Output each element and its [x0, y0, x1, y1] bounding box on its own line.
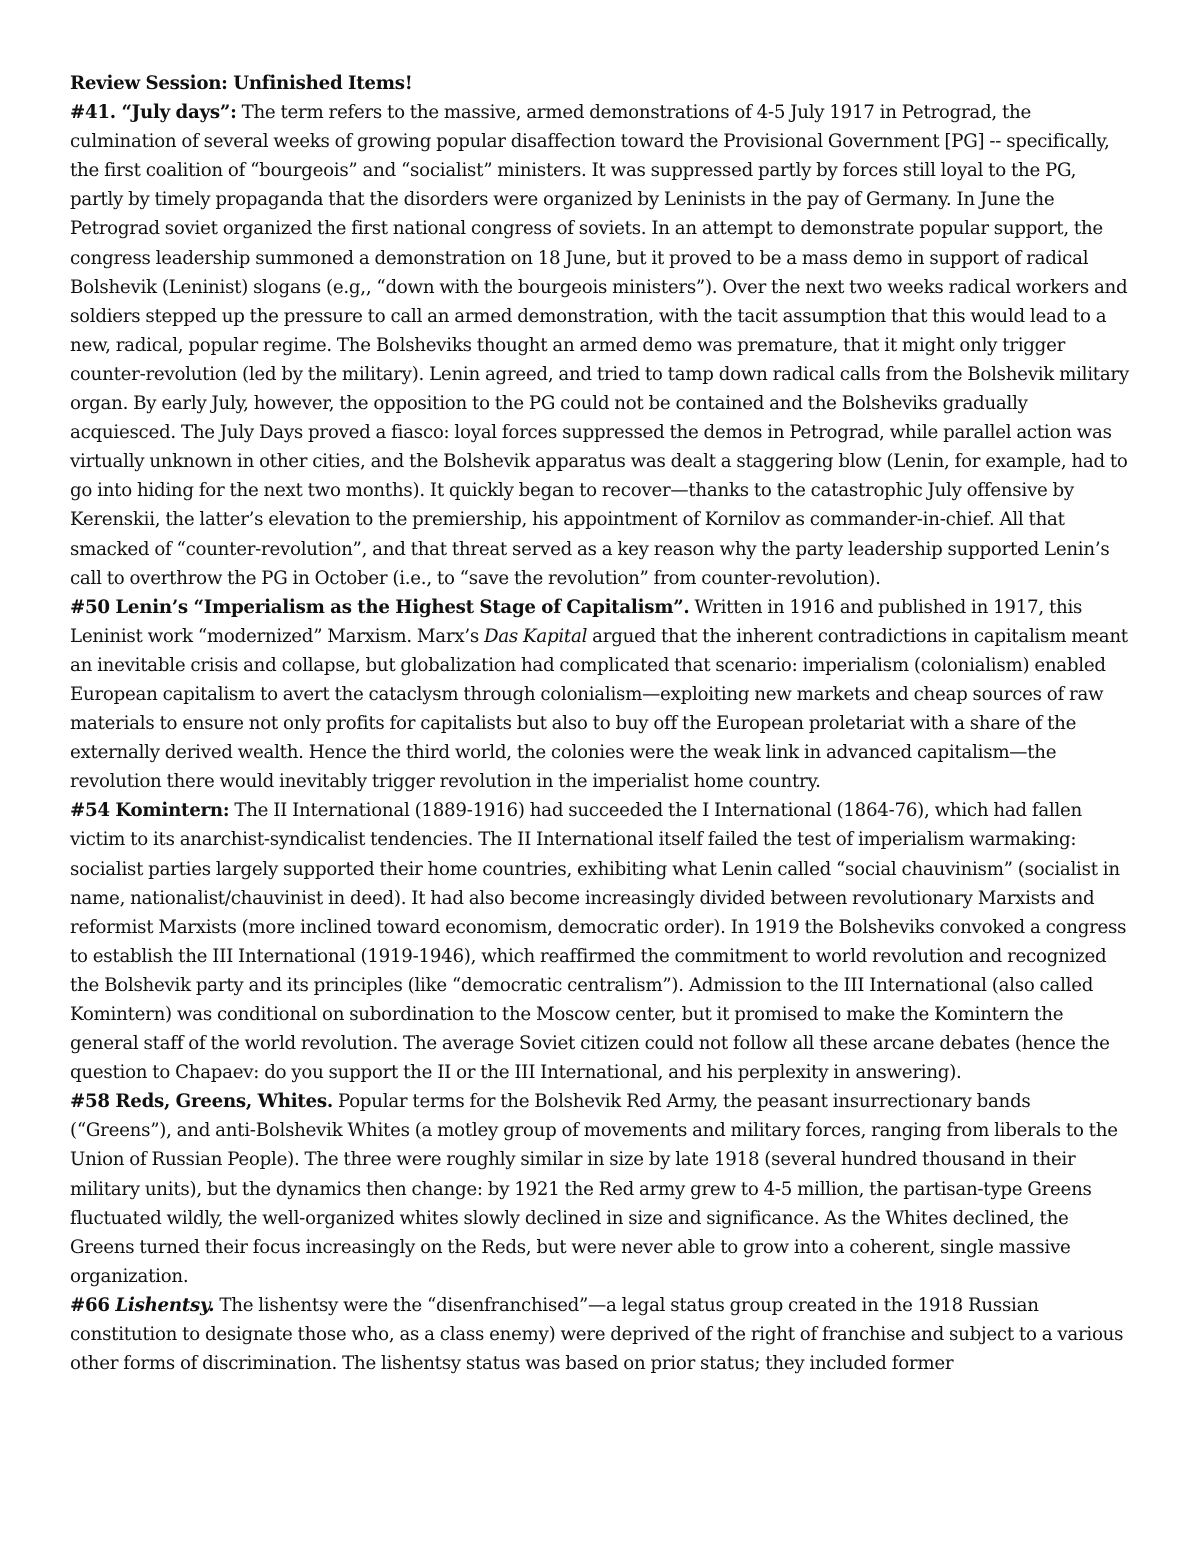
entry-heading-number: #66 [70, 1294, 116, 1316]
entry-body: The lishentsy were the “disenfranchised”—a legal status group created in the 1918 Russian constitution to designate those who, as a class enemy) were deprived of the right of franchise and subject to a various other forms of discrimination. The lishentsy status was based on prior status; they included former [70, 1294, 1124, 1375]
entry-heading-term: Lishentsy. [115, 1294, 215, 1316]
entry-heading: #41. “July days”: [70, 102, 237, 124]
entry-imperialism [70, 593, 1132, 797]
document-page [70, 69, 1132, 1378]
entry-body: Popular terms for the Bolshevik Red Army, the peasant insurrectionary bands (“Greens”), and anti-Bolshevik Whites (a motley group of movements and military forces, ranging from liberals to the Union of Russian People). The three were roughly similar in size by late 1918 (several hundred thousand in their military units), but the dynamics then change: by 1921 the Red army grew to 4-5 million, the partisan-type Greens fluctuated wildly, the well-organized whites slowly declined in size and significance. As the Whites declined, the Greens turned their focus increasingly on the Reds, but were never able to grow into a coherent, single massive organization. [70, 1091, 1118, 1287]
entry-body: The term refers to the massive, armed demonstrations of 4-5 July 1917 in Petrograd, the culmination of several weeks of growing popular disaffection toward the Provisional Government [PG] -- specifically, the first coalition of “bourgeois” and “socialist” ministers. It was suppressed partly by forces still loyal to the PG, partly by timely propaganda that the disorders were organized by Leninists in the pay of Germany. In June the Petrograd soviet organized the first national congress of soviets. In an attempt to demonstrate popular support, the congress leadership summoned a demonstration on 18 June, but it proved to be a mass demo in support of radical Bolshevik (Leninist) slogans (e.g,, “down with the bourgeois ministers”). Over the next two weeks radical workers and soldiers stepped up the pressure to call an armed demonstration, with the tacit assumption that this would lead to a new, radical, popular regime. The Bolsheviks thought an armed demo was premature, that it might only trigger counter-revolution (led by the military). Lenin agreed, and tried to tamp down radical calls from the Bolshevik military organ. By early July, however, the opposition to the PG could not be contained and the Bolsheviks gradually acquiesced. The July Days proved a fiasco: loyal forces suppressed the demos in Petrograd, while parallel action was virtually unknown in other cities, and the Bolshevik apparatus was dealt a staggering blow (Lenin, for example, had to go into hiding for the next two months). It quickly began to recover—thanks to the catastrophic July offensive by Kerenskii, the latter’s elevation to the premiership, his appointment of Kornilov as commander-in-chief. All that smacked of “counter-revolution”, and that threat served as a key reason why the party leadership supported Lenin’s call to overthrow the PG in October (i.e., to “save the revolution” from counter-revolution). [70, 102, 1129, 589]
entry-heading: #54 Komintern: [70, 800, 230, 822]
entry-reds-greens-whites [70, 1087, 1132, 1291]
document-title: Review Session: Unfinished Items! [70, 73, 413, 94]
entry-body: The II International (1889-1916) had succeeded the I International (1864-76), which had fallen victim to its anarchist-syndicalist tendencies. The II International itself failed the test of imperialism warmaking: socialist parties largely supported their home countries, exhibiting what Lenin called “social chauvinism” (socialist in name, nationalist/chauvinist in deed). It had also become increasingly divided between revolutionary Marxists and reformist Marxists (more inclined toward economism, democratic order). In 1919 the Bolsheviks convoked a congress to establish the III International (1919-1946), which reaffirmed the commitment to world revolution and recognized the Bolshevik party and its principles (like “democratic centralism”). Admission to the III International (also called Komintern) was conditional on subordination to the Moscow center, but it promised to make the Komintern the general staff of the world revolution. The average Soviet citizen could not follow all these arcane debates (hence the question to Chapaev: do you support the II or the III International, and his perplexity in answering). [70, 800, 1127, 1084]
entry-heading: #50 Lenin’s “Imperialism as the Highest Stage of Capitalism”. [70, 596, 690, 618]
entry-komintern [70, 796, 1132, 1087]
entry-july-days [70, 98, 1132, 593]
entry-body-continued: argued that the inherent contradictions in capitalism meant an inevitable crisis and collapse, but globalization had complicated that scenario: imperialism (colonialism) enabled European capitalism to avert the cataclysm through colonialism—exploiting new markets and cheap sources of raw materials to ensure not only profits for capitalists but also to buy off the European proletariat with a share of the externally derived wealth. Hence the third world, the colonies were the weak link in advanced capitalism—the revolution there would inevitably trigger revolution in the imperialist home country. [70, 625, 1128, 793]
book-title: Das Kapital [483, 625, 588, 647]
entry-body: Written in 1916 and published in 1917, this Leninist work “modernized” Marxism. Marx’s [70, 596, 1083, 647]
entry-heading: #58 Reds, Greens, Whites. [70, 1091, 333, 1113]
entry-lishentsy [70, 1291, 1132, 1378]
